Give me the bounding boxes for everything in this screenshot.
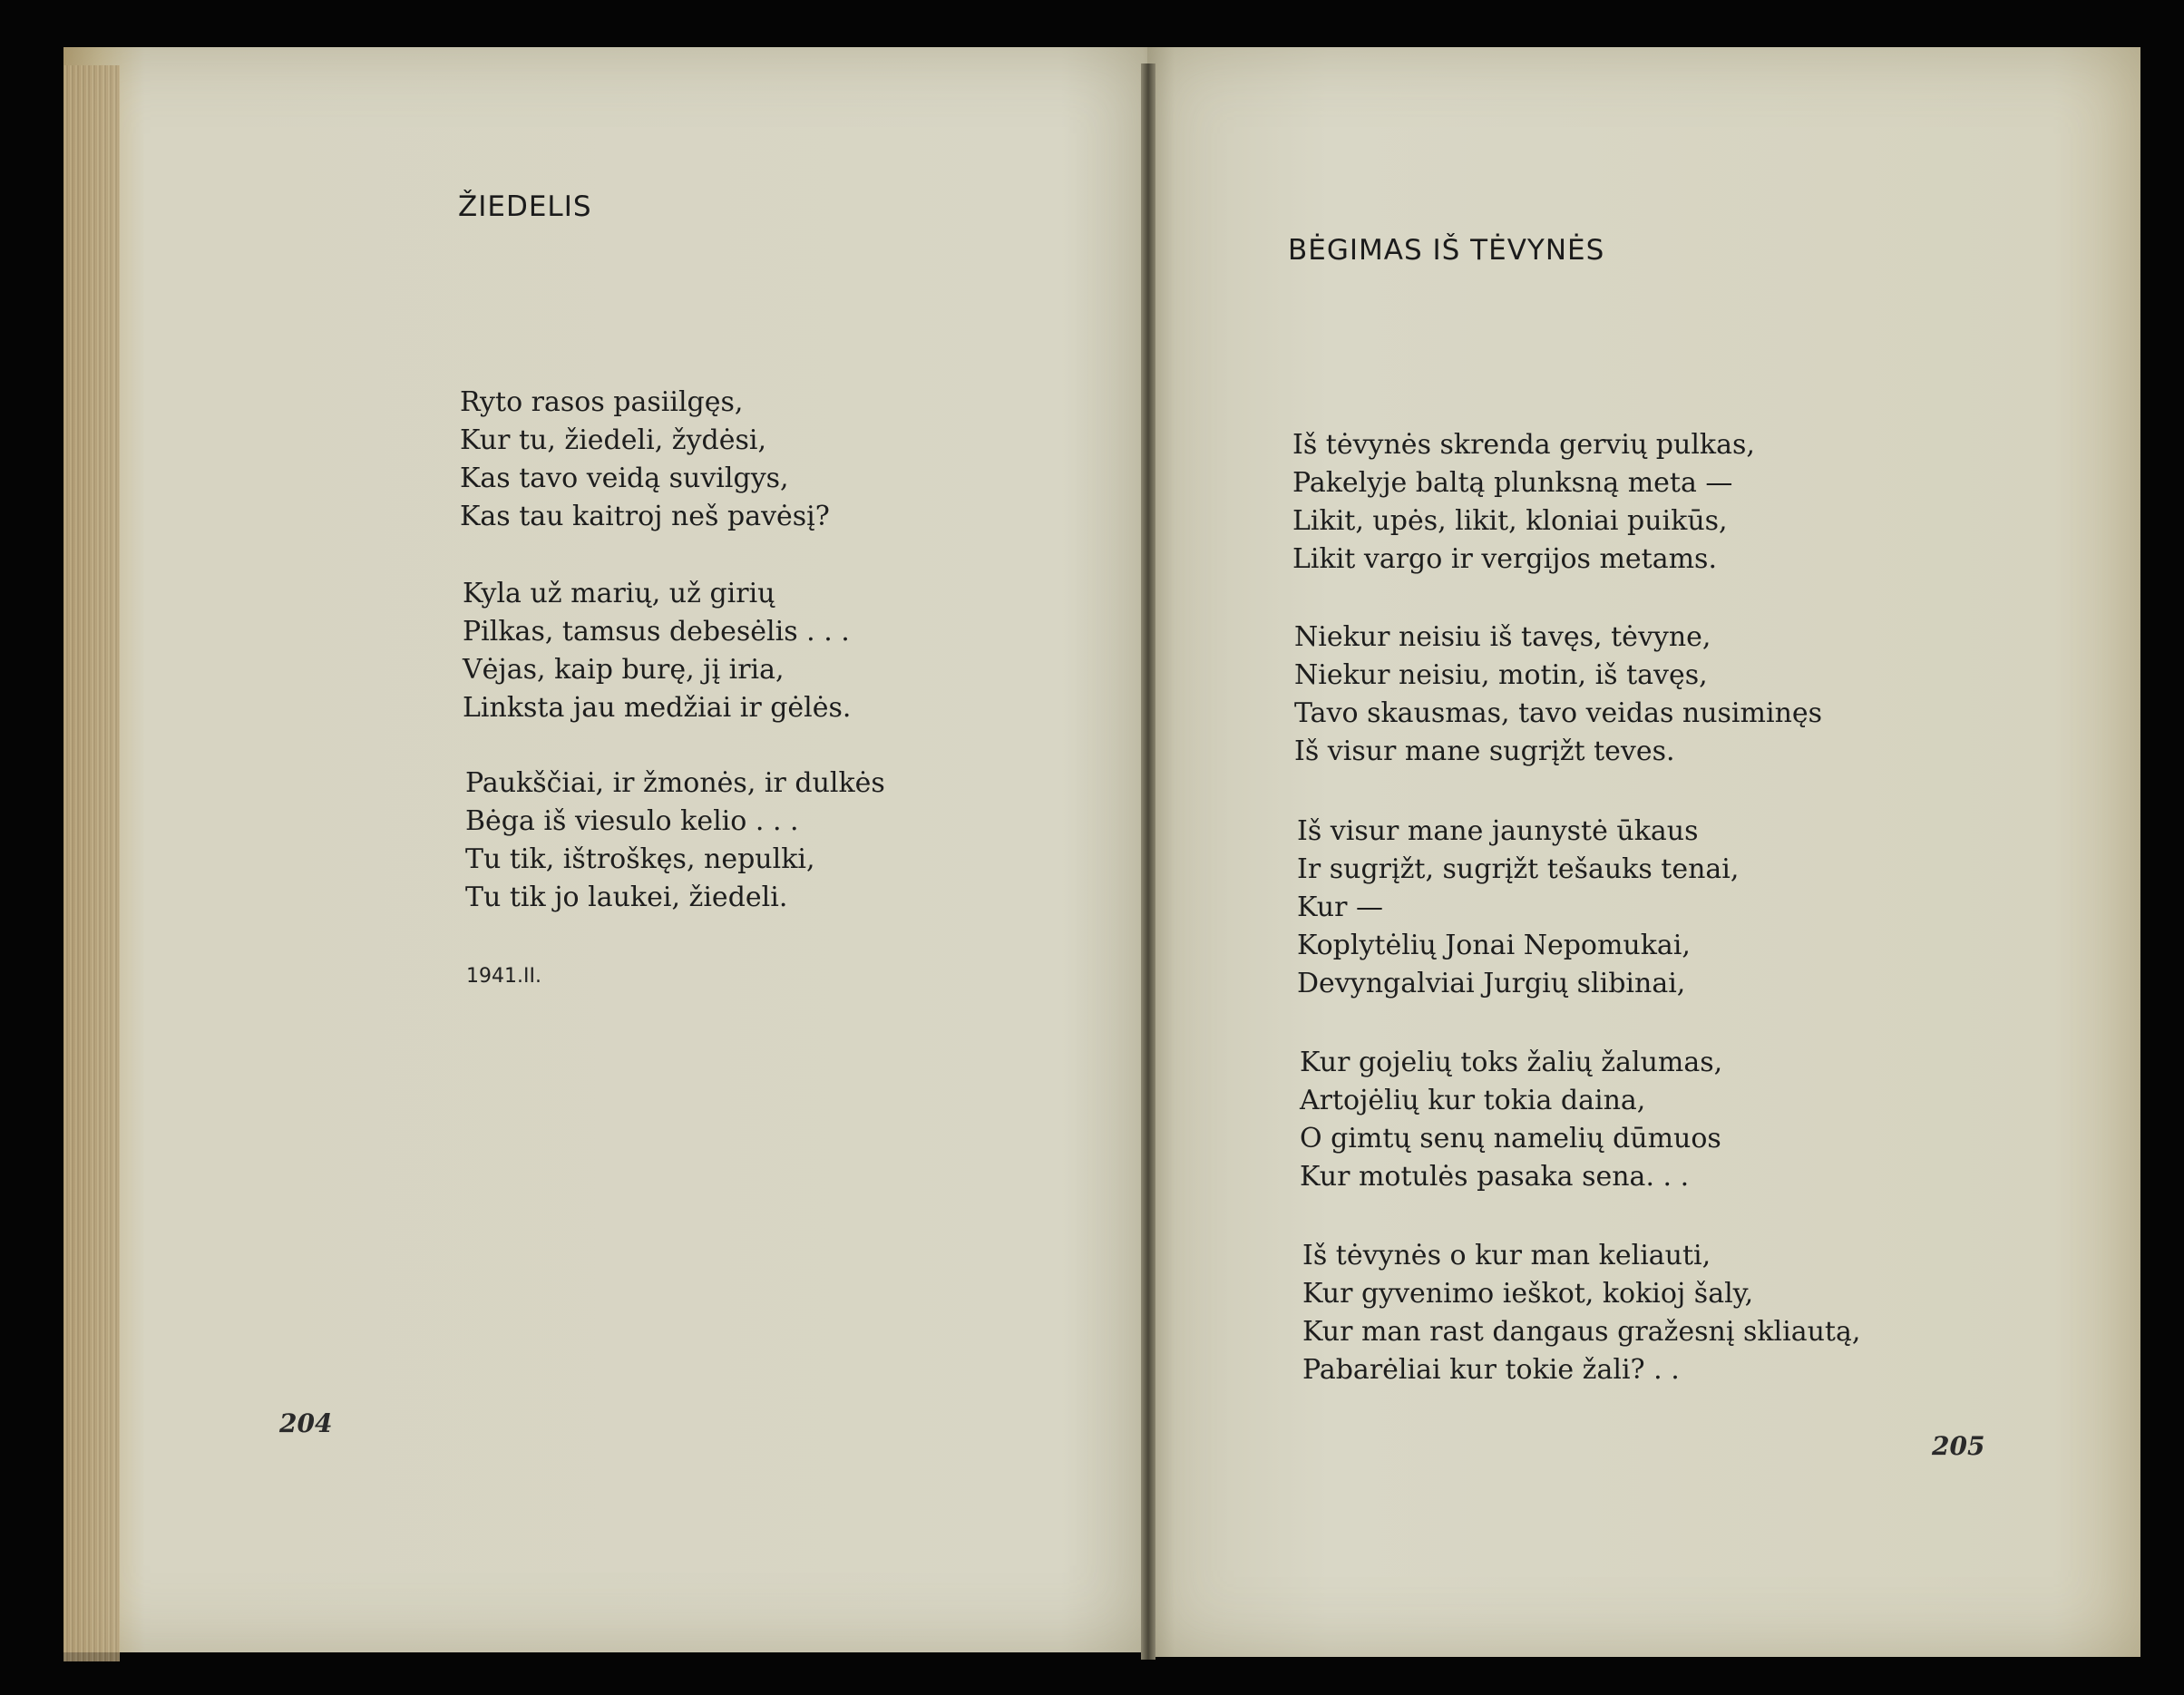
verse-line: Likit vargo ir vergijos metams. — [1292, 543, 1717, 575]
verse-line: Kur motulės pasaka sena. . . — [1300, 1161, 1690, 1193]
verse-line: Kyla už marių, už girių — [463, 578, 775, 609]
verse-line: Pabarėliai kur tokie žali? . . — [1302, 1354, 1680, 1386]
verse-line: Kas tavo veidą suvilgys, — [460, 463, 789, 494]
verse-line: Linksta jau medžiai ir gėlės. — [463, 692, 852, 724]
verse-line: Iš visur mane jaunystė ūkaus — [1297, 815, 1699, 847]
verse-line: Iš tėvynės o kur man keliauti, — [1302, 1240, 1711, 1271]
right-stanza-2 — [1294, 619, 1822, 771]
book-gutter — [1141, 63, 1155, 1660]
verse-line: Bėga iš viesulo kelio . . . — [465, 805, 799, 837]
right-stanza-3 — [1297, 813, 1739, 1003]
poem-date: 1941.II. — [466, 965, 541, 988]
verse-line: Devyngalviai Jurgių slibinai, — [1297, 968, 1686, 999]
left-stanza-2 — [463, 575, 851, 727]
page-number-left: 204 — [279, 1408, 333, 1438]
left-stanza-1 — [460, 384, 830, 536]
verse-line: Iš tėvynės skrenda gervių pulkas, — [1292, 429, 1755, 461]
verse-line: Kur gojelių toks žalių žalumas, — [1300, 1047, 1723, 1078]
verse-line: Pakelyje baltą plunksną meta — — [1292, 467, 1733, 499]
verse-line: Paukščiai, ir žmonės, ir dulkės — [465, 767, 885, 799]
verse-line: Artojėlių kur tokia daina, — [1300, 1085, 1646, 1116]
verse-line: Kas tau kaitroj neš pavėsį? — [460, 501, 830, 532]
verse-line: Kur gyvenimo ieškot, kokioj šaly, — [1302, 1278, 1754, 1310]
verse-line: Ir sugrįžt, sugrįžt tešauks tenai, — [1297, 853, 1740, 885]
right-stanza-5 — [1302, 1237, 1860, 1389]
poem-title-left: ŽIEDELIS — [458, 190, 592, 223]
verse-line: Pilkas, tamsus debesėlis . . . — [463, 616, 850, 648]
verse-line: Tu tik, ištroškęs, nepulki, — [465, 843, 815, 875]
verse-line: Niekur neisiu iš tavęs, tėvyne, — [1294, 621, 1711, 653]
left-stanza-3 — [465, 765, 885, 917]
verse-line: Kur man rast dangaus gražesnį skliautą, — [1302, 1316, 1861, 1348]
verse-line: Tu tik jo laukei, žiedeli. — [465, 882, 788, 913]
page-edge — [63, 65, 120, 1661]
verse-line: Kur tu, žiedeli, žydėsi, — [460, 424, 767, 456]
right-stanza-4 — [1300, 1044, 1722, 1196]
right-stanza-1 — [1292, 426, 1755, 579]
open-book — [36, 27, 2150, 1669]
verse-line: O gimtų senų namelių dūmuos — [1300, 1123, 1721, 1154]
verse-line: Kur — — [1297, 891, 1383, 923]
page-number-right: 205 — [1932, 1431, 1985, 1461]
verse-line: Iš visur mane sugrįžt teves. — [1294, 735, 1675, 767]
verse-line: Niekur neisiu, motin, iš tavęs, — [1294, 659, 1708, 691]
verse-line: Tavo skausmas, tavo veidas nusiminęs — [1294, 697, 1823, 729]
verse-line: Likit, upės, likit, kloniai puikūs, — [1292, 505, 1728, 537]
verse-line: Koplytėlių Jonai Nepomukai, — [1297, 930, 1691, 961]
poem-title-right: BĖGIMAS IŠ TĖVYNĖS — [1288, 234, 1605, 267]
verse-line: Vėjas, kaip burę, jį iria, — [463, 654, 785, 686]
verse-line: Ryto rasos pasiilgęs, — [460, 386, 744, 418]
